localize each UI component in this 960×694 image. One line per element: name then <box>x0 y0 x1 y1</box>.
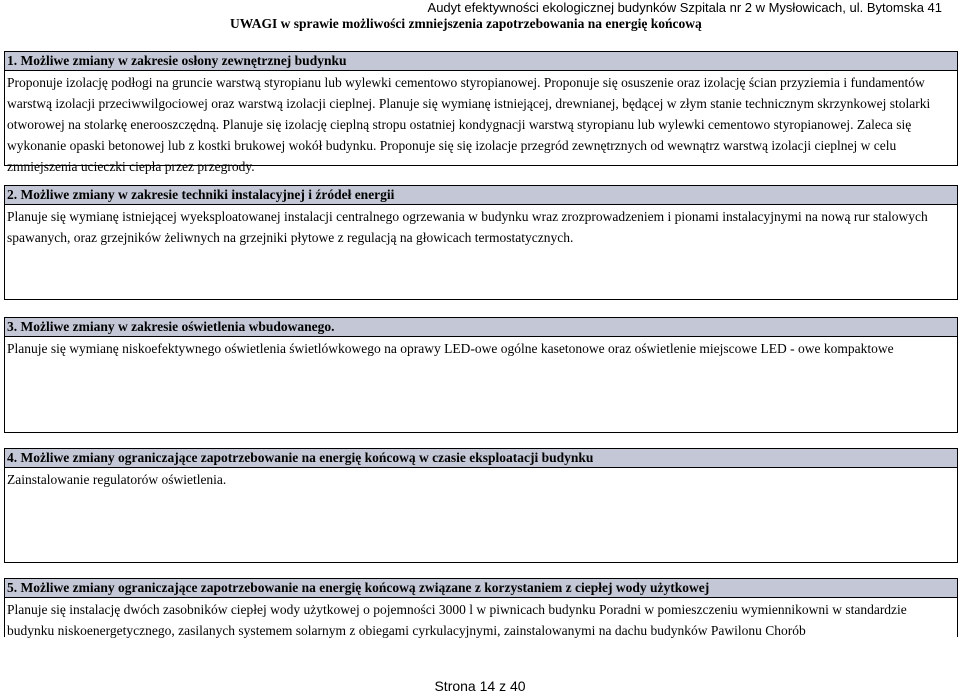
section-envelope <box>4 51 958 174</box>
section-heading: 1. Możliwe zmiany w zakresie osłony zewnętrznej budynku <box>5 52 957 71</box>
section-body: Planuje się wymianę niskoefektywnego oświetlenia świetlówkowego na oprawy LED-owe ogólne kasetonowe oraz oświetlenie miejscowe LED - owe kompaktowe <box>7 341 894 356</box>
section-heading: 5. Możliwe zmiany ograniczające zapotrzebowanie na energię końcową związane z korzystaniem z ciepłej wody użytkowej <box>5 579 957 598</box>
page-title: UWAGI w sprawie możliwości zmniejszenia zapotrzebowania na energię końcową <box>230 16 702 31</box>
section-installations <box>4 185 958 300</box>
section-lighting <box>4 317 958 433</box>
section-heading: 4. Możliwe zmiany ograniczające zapotrzebowanie na energię końcową w czasie eksploatacji budynku <box>5 449 957 468</box>
section-body: Zainstalowanie regulatorów oświetlenia. <box>7 472 227 487</box>
section-heading: 3. Możliwe zmiany w zakresie oświetlenia wbudowanego. <box>5 318 957 337</box>
section-hot-water <box>4 578 958 637</box>
audit-header-line: Audyt efektywności ekologicznej budynków Szpitala nr 2 w Mysłowicach, ul. Bytomska 41 <box>427 0 942 15</box>
section-body: Proponuje izolację podłogi na gruncie warstwą styropianu lub wylewki cementowo styropianowej. Proponuje się osuszenie oraz izolację ścian przyziemia i fundamentów warstwą izolacji przeciwwilgociowej oraz warstwą izolacji cieplnej. Planuje się wymianę istniejącej, drewnianej, będącej w złym stanie technicznym skrzynkowej stolarki otworowej na stolarkę enerooszczędną. Planuje się izolację cieplną stropu ostatniej kondygnacji warstwą styropianu lub wylewki cementowo styropianowej. Zaleca się wykonanie opaski betonowej lub z kostki brukowej wokół budynku. Proponuje się się izolacje przegród zewnętrznych od wewnątrz warstwą izolacji cieplnej w celu zmniejszenia ucieczki ciepła przez przegrody. <box>7 75 931 174</box>
section-operation <box>4 448 958 563</box>
section-body: Planuje się wymianę istniejącej wyeksploatowanej instalacji centralnego ogrzewania w budynku wraz zrozprowadzeniem i pionami instalacyjnymi na nową rur stalowych spawanych, oraz grzejników żeliwnych na grzejniki płytowe z regulacją na głowicach termostatycznych. <box>7 209 928 245</box>
page-number: Strona 14 z 40 <box>434 678 526 694</box>
section-heading: 2. Możliwe zmiany w zakresie techniki instalacyjnej i źródeł energii <box>5 186 957 205</box>
section-body: Planuje się instalację dwóch zasobników ciepłej wody użytkowej o pojemności 3000 l w piwnicach budynku Poradni w pomieszczeniu wymiennikowni w standardzie budynku niskoenergetycznego, zasilanych systemem solarnym z obiegami cyrkulacyjnymi, zainstalowanymi na dachu budynków Pawilonu Chorób <box>7 602 907 638</box>
